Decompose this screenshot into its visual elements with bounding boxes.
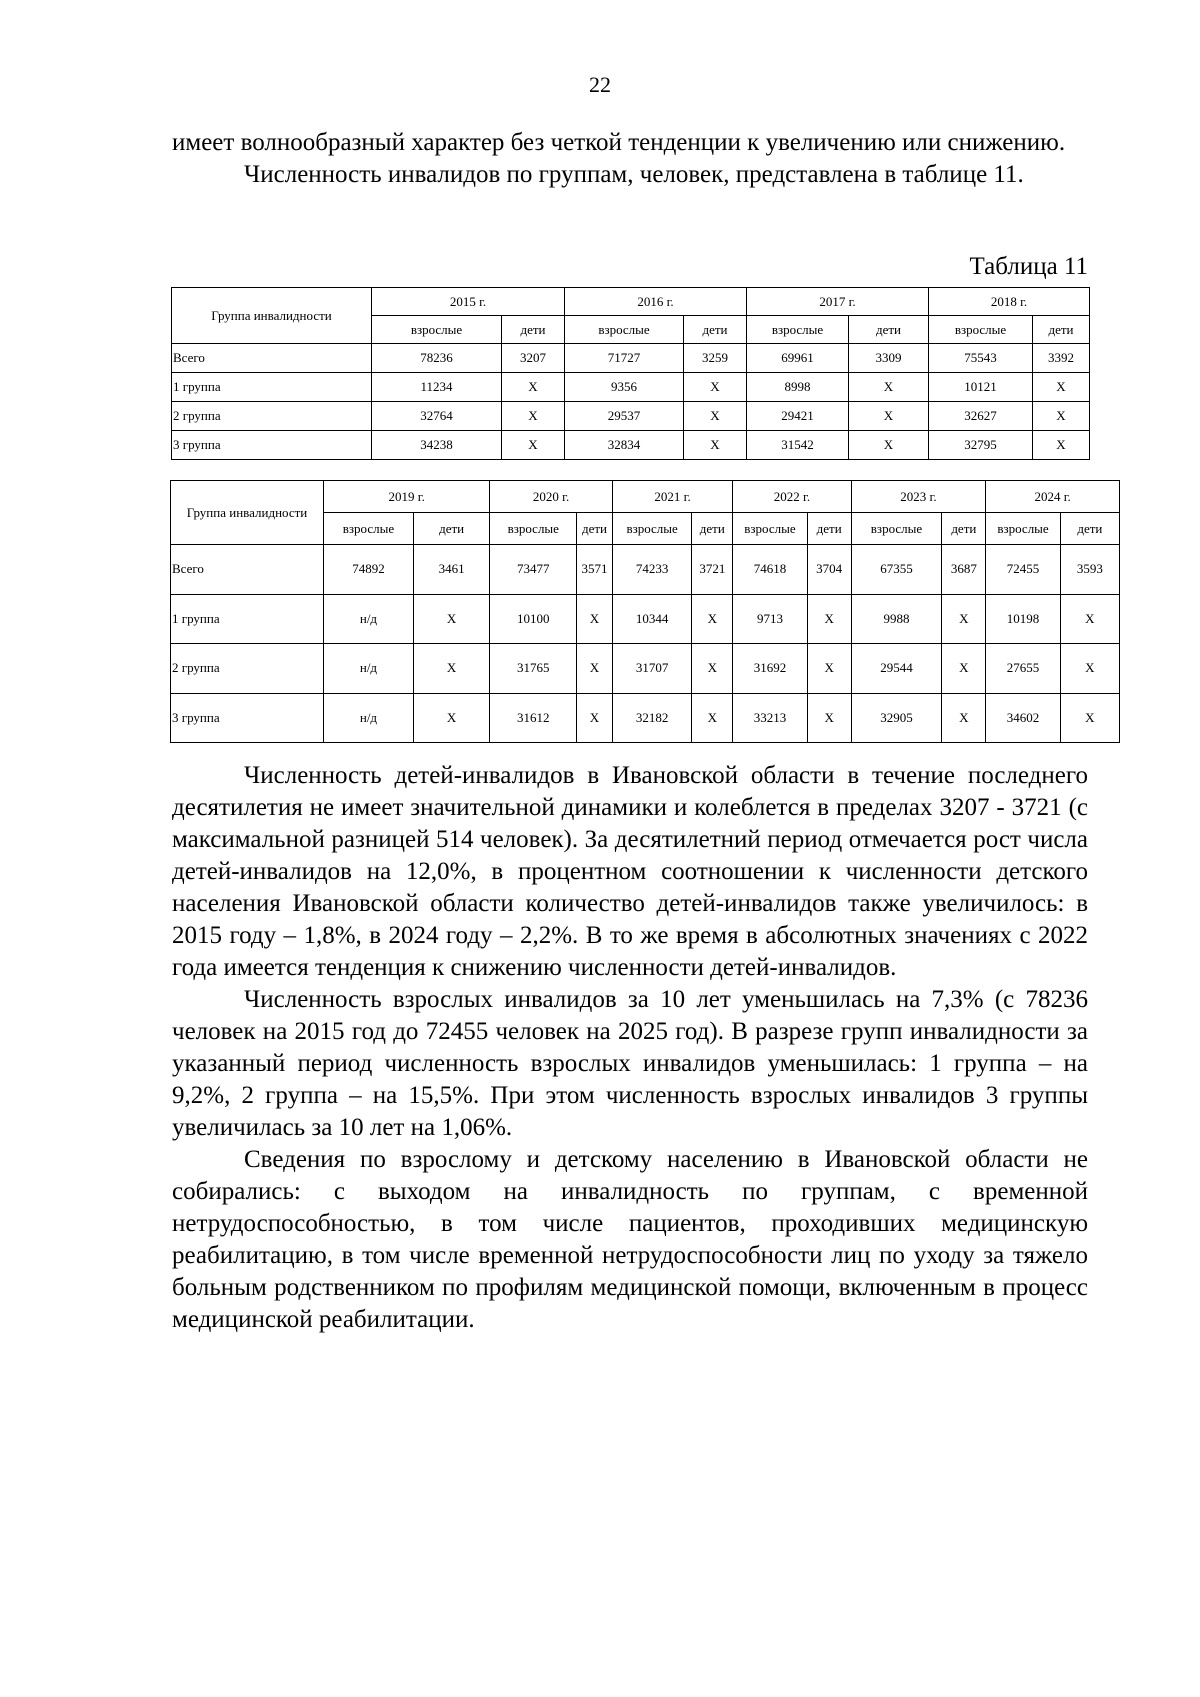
table-cell: Х xyxy=(807,644,851,694)
table-cell: Х xyxy=(577,594,613,644)
table-cell: 32905 xyxy=(851,693,942,743)
subheader-adults: взрослые xyxy=(851,513,942,545)
table-cell: Х xyxy=(942,594,986,644)
subheader-children: дети xyxy=(413,513,490,545)
table-cell: 3593 xyxy=(1060,545,1119,595)
table-cell: 3687 xyxy=(942,545,986,595)
subheader-adults: взрослые xyxy=(372,316,502,344)
table-cell: Х xyxy=(942,693,986,743)
intro-text xyxy=(172,127,1088,191)
table-row xyxy=(172,431,1090,460)
table-cell: 31707 xyxy=(612,644,692,694)
row-label: Всего xyxy=(171,545,324,595)
table-cell: Х xyxy=(684,402,747,431)
table-cell: Х xyxy=(1033,373,1090,402)
paragraph: Численность взрослых инвалидов за 10 лет уменьшилась на 7,3% (с 78236 человек на 2015 год до 72455 человек на 2025 год). В разрезе групп инвалидности за указанный период численность взрослых инвалидов уменьшилась: 1 группа – на 9,2%, 2 группа – на 15,5%. При этом численность взрослых инвалидов 3 группы увеличилась за 10 лет на 1,06%. xyxy=(172,986,1088,1141)
subheader-adults: взрослые xyxy=(929,316,1033,344)
year-header: 2023 г. xyxy=(851,481,986,513)
table-cell: 9356 xyxy=(565,373,684,402)
disability-table-2019-2024 xyxy=(170,480,1120,743)
table-cell: 71727 xyxy=(565,344,684,373)
table-row xyxy=(171,594,1120,644)
table-cell: Х xyxy=(1060,594,1119,644)
table-cell: 3571 xyxy=(577,545,613,595)
year-header: 2015 г. xyxy=(372,288,565,316)
table-row xyxy=(171,545,1120,595)
year-header: 2022 г. xyxy=(733,481,851,513)
table-cell: Х xyxy=(807,594,851,644)
table-cell: 29537 xyxy=(565,402,684,431)
table-cell: Х xyxy=(502,431,565,460)
year-header: 2019 г. xyxy=(324,481,490,513)
row-label: 2 группа xyxy=(171,644,324,694)
table-cell: 3704 xyxy=(807,545,851,595)
table-cell: 10121 xyxy=(929,373,1033,402)
table-cell: 3207 xyxy=(502,344,565,373)
table-cell: 78236 xyxy=(372,344,502,373)
table-cell: 3309 xyxy=(849,344,929,373)
table-cell: Х xyxy=(502,373,565,402)
table-cell: 3392 xyxy=(1033,344,1090,373)
year-header: 2016 г. xyxy=(565,288,747,316)
paragraph: Сведения по взрослому и детскому населению в Ивановской области не собирались: с выходом на инвалидность по группам, с временной нетрудоспособностью, в том числе пациентов, проходивших медицинскую реабилитацию, в том числе временной нетрудоспособности лиц по уходу за тяжело больным родственником по профилям медицинской помощи, включенным в процесс медицинской реабилитации. xyxy=(172,1146,1088,1333)
subheader-children: дети xyxy=(692,513,733,545)
subheader-adults: взрослые xyxy=(565,316,684,344)
table-cell: 11234 xyxy=(372,373,502,402)
subheader-children: дети xyxy=(942,513,986,545)
table-row xyxy=(172,402,1090,431)
table-cell: Х xyxy=(849,373,929,402)
table-cell: 32627 xyxy=(929,402,1033,431)
table-cell: 74892 xyxy=(324,545,414,595)
table-cell: Х xyxy=(849,402,929,431)
table-cell: 3721 xyxy=(692,545,733,595)
table-cell: Х xyxy=(1033,402,1090,431)
table-cell: Х xyxy=(502,402,565,431)
table-cell: 74233 xyxy=(612,545,692,595)
paragraph: Численность инвалидов по группам, человек, представлена в таблице 11. xyxy=(244,161,1024,188)
group-header: Группа инвалидности xyxy=(172,288,372,344)
table-caption: Таблица 11 xyxy=(969,253,1088,280)
table-cell: 32182 xyxy=(612,693,692,743)
table-cell: Х xyxy=(684,431,747,460)
table-cell: Х xyxy=(692,594,733,644)
row-label: 3 группа xyxy=(172,431,372,460)
table-cell: 10100 xyxy=(490,594,577,644)
subheader-children: дети xyxy=(849,316,929,344)
year-header: 2020 г. xyxy=(490,481,612,513)
table-cell: 10198 xyxy=(986,594,1060,644)
year-header: 2017 г. xyxy=(747,288,929,316)
table-cell: 72455 xyxy=(986,545,1060,595)
year-header: 2024 г. xyxy=(986,481,1120,513)
row-label: 3 группа xyxy=(171,693,324,743)
table-cell: Х xyxy=(684,373,747,402)
analysis-text xyxy=(172,760,1088,1336)
row-label: Всего xyxy=(172,344,372,373)
subheader-adults: взрослые xyxy=(490,513,577,545)
table-cell: Х xyxy=(807,693,851,743)
subheader-children: дети xyxy=(577,513,613,545)
row-label: 2 группа xyxy=(172,402,372,431)
table-cell: 31542 xyxy=(747,431,849,460)
table-row xyxy=(171,693,1120,743)
year-header: 2021 г. xyxy=(612,481,732,513)
table-cell: 3461 xyxy=(413,545,490,595)
subheader-adults: взрослые xyxy=(747,316,849,344)
table-cell: Х xyxy=(413,644,490,694)
table-cell: Х xyxy=(577,693,613,743)
table-cell: 3259 xyxy=(684,344,747,373)
table-cell: Х xyxy=(692,693,733,743)
table-cell: 75543 xyxy=(929,344,1033,373)
table-cell: 32764 xyxy=(372,402,502,431)
subheader-adults: взрослые xyxy=(612,513,692,545)
table-cell: Х xyxy=(1033,431,1090,460)
table-cell: Х xyxy=(692,644,733,694)
page-number: 22 xyxy=(589,72,611,97)
table-cell: 69961 xyxy=(747,344,849,373)
table-row xyxy=(172,344,1090,373)
table-cell: 9988 xyxy=(851,594,942,644)
subheader-children: дети xyxy=(502,316,565,344)
disability-table-2015-2018 xyxy=(171,287,1090,460)
table-cell: 73477 xyxy=(490,545,577,595)
row-label: 1 группа xyxy=(171,594,324,644)
table-cell: Х xyxy=(942,644,986,694)
table-cell: 31692 xyxy=(733,644,807,694)
subheader-children: дети xyxy=(684,316,747,344)
year-header: 2018 г. xyxy=(929,288,1090,316)
paragraph: Численность детей-инвалидов в Ивановской области в течение последнего десятилетия не имеет значительной динамики и колеблется в пределах 3207 - 3721 (с максимальной разницей 514 человек). За десятилетний период отмечается рост числа детей-инвалидов на 12,0%, в процентном соотношении к численности детского населения Ивановской области количество детей-инвалидов также увеличилось: в 2015 году – 1,8%, в 2024 году – 2,2%. В то же время в абсолютных значениях с 2022 года имеется тенденция к снижению численности детей-инвалидов. xyxy=(172,762,1088,981)
subheader-adults: взрослые xyxy=(733,513,807,545)
table-cell: 33213 xyxy=(733,693,807,743)
table-cell: 9713 xyxy=(733,594,807,644)
subheader-adults: взрослые xyxy=(324,513,414,545)
table-cell: 8998 xyxy=(747,373,849,402)
table-cell: н/д xyxy=(324,693,414,743)
table-cell: Х xyxy=(849,431,929,460)
table-cell: 29421 xyxy=(747,402,849,431)
table-cell: Х xyxy=(1060,693,1119,743)
table-cell: Х xyxy=(413,594,490,644)
table-cell: 10344 xyxy=(612,594,692,644)
subheader-children: дети xyxy=(1033,316,1090,344)
table-cell: 74618 xyxy=(733,545,807,595)
table-row xyxy=(172,373,1090,402)
subheader-children: дети xyxy=(807,513,851,545)
table-cell: н/д xyxy=(324,594,414,644)
table-cell: 67355 xyxy=(851,545,942,595)
table-cell: Х xyxy=(1060,644,1119,694)
table-cell: 32834 xyxy=(565,431,684,460)
table-cell: 31612 xyxy=(490,693,577,743)
group-header: Группа инвалидности xyxy=(171,481,324,545)
subheader-adults: взрослые xyxy=(986,513,1060,545)
table-cell: 34238 xyxy=(372,431,502,460)
table-cell: 29544 xyxy=(851,644,942,694)
table-cell: н/д xyxy=(324,644,414,694)
table-row xyxy=(171,644,1120,694)
table-cell: 32795 xyxy=(929,431,1033,460)
table-cell: Х xyxy=(577,644,613,694)
table-cell: 31765 xyxy=(490,644,577,694)
subheader-children: дети xyxy=(1060,513,1119,545)
table-cell: Х xyxy=(413,693,490,743)
row-label: 1 группа xyxy=(172,373,372,402)
table-cell: 27655 xyxy=(986,644,1060,694)
paragraph: имеет волнообразный характер без четкой тенденции к увеличению или снижению. xyxy=(172,129,1066,156)
table-cell: 34602 xyxy=(986,693,1060,743)
